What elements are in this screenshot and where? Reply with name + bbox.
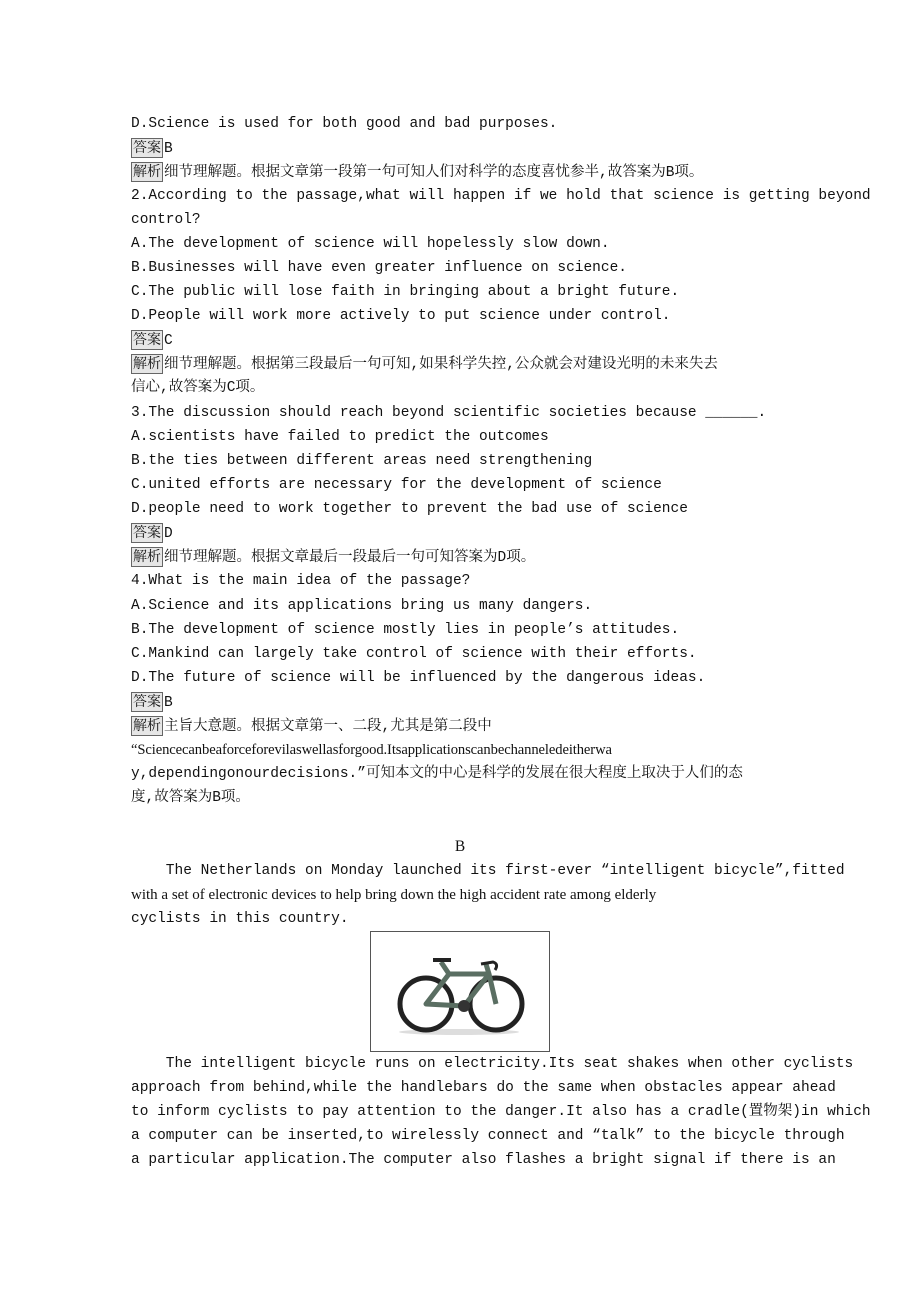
para2-line: to inform cyclists to pay attention to the danger.It also has a cradle(置物架)in which <box>131 1104 871 1120</box>
q3-option: A.scientists have failed to predict the outcomes <box>131 429 549 445</box>
q2-option: C.The public will lose faith in bringing about a bright future. <box>131 284 680 300</box>
para2-line: a particular application.The computer also flashes a bright signal if there is an <box>131 1152 836 1168</box>
bicycle-icon <box>371 932 549 1051</box>
q2-stem-cont: control? <box>131 212 201 228</box>
q4-analysis <box>131 716 492 736</box>
answer-value: D <box>164 526 173 542</box>
answer-label: 答案 <box>133 140 161 156</box>
q2-stem: 2.According to the passage,what will happen if we hold that science is getting beyond <box>131 188 871 204</box>
para2-line: approach from behind,while the handlebars do the same when obstacles appear ahead <box>131 1080 836 1096</box>
q3-stem: 3.The discussion should reach beyond scientific societies because ______. <box>131 405 767 421</box>
q4-answer <box>131 692 173 712</box>
answer-value: B <box>164 695 173 711</box>
q4-analysis-cont: y,dependingonourdecisions.”可知本文的中心是科学的发展在很大程度上取决于人们的态 <box>131 766 743 782</box>
answer-label: 答案 <box>133 332 161 348</box>
para1-line: cyclists in this country. <box>131 911 349 927</box>
q4-option: C.Mankind can largely take control of science with their efforts. <box>131 646 697 662</box>
q4-analysis-cont: “Sciencecanbeaforceforevilaswellasforgood.Itsapplicationscanbechanneledeitherwa <box>131 742 612 758</box>
analysis-text: 细节理解题。根据第三段最后一句可知,如果科学失控,公众就会对建设光明的未来失去 <box>164 357 718 373</box>
answer-label: 答案 <box>133 525 161 541</box>
analysis-text: 细节理解题。根据文章第一段第一句可知人们对科学的态度喜忧参半,故答案为B项。 <box>164 165 704 181</box>
q1-analysis <box>131 162 703 182</box>
q1-option-d: D.Science is used for both good and bad purposes. <box>131 116 558 132</box>
q3-analysis <box>131 547 535 567</box>
q4-option: B.The development of science mostly lies in people’s attitudes. <box>131 622 680 638</box>
para1-line: with a set of electronic devices to help bring down the high accident rate among elderly <box>131 887 657 903</box>
q2-option: A.The development of science will hopelessly slow down. <box>131 236 610 252</box>
para2-line: The intelligent bicycle runs on electricity.Its seat shakes when other cyclists <box>131 1056 854 1072</box>
analysis-label: 解析 <box>133 356 161 372</box>
q4-stem: 4.What is the main idea of the passage? <box>131 573 471 589</box>
q2-analysis <box>131 354 718 374</box>
analysis-text: 主旨大意题。根据文章第一、二段,尤其是第二段中 <box>164 719 492 735</box>
q2-analysis-cont: 信心,故答案为C项。 <box>131 380 265 396</box>
q1-answer <box>131 138 173 158</box>
q3-option: D.people need to work together to prevent the bad use of science <box>131 501 688 517</box>
analysis-text: 细节理解题。根据文章最后一段最后一句可知答案为D项。 <box>164 550 536 566</box>
analysis-label: 解析 <box>133 718 161 734</box>
analysis-label: 解析 <box>133 164 161 180</box>
q3-option: B.the ties between different areas need strengthening <box>131 453 593 469</box>
answer-value: B <box>164 141 173 157</box>
q4-option: A.Science and its applications bring us many dangers. <box>131 598 593 614</box>
q3-answer <box>131 523 173 543</box>
answer-value: C <box>164 333 173 349</box>
q3-option: C.united efforts are necessary for the development of science <box>131 477 662 493</box>
analysis-label: 解析 <box>133 549 161 565</box>
section-heading: B <box>454 838 466 855</box>
q2-option: B.Businesses will have even greater influence on science. <box>131 260 627 276</box>
q4-analysis-cont: 度,故答案为B项。 <box>131 790 250 806</box>
para2-line: a computer can be inserted,to wirelessly connect and “talk” to the bicycle through <box>131 1128 845 1144</box>
q2-option: D.People will work more actively to put science under control. <box>131 308 671 324</box>
q4-option: D.The future of science will be influenced by the dangerous ideas. <box>131 670 706 686</box>
q2-answer <box>131 330 173 350</box>
answer-label: 答案 <box>133 694 161 710</box>
para1-line: The Netherlands on Monday launched its first-ever “intelligent bicycle”,fitted <box>131 863 845 879</box>
bicycle-image <box>370 931 550 1052</box>
